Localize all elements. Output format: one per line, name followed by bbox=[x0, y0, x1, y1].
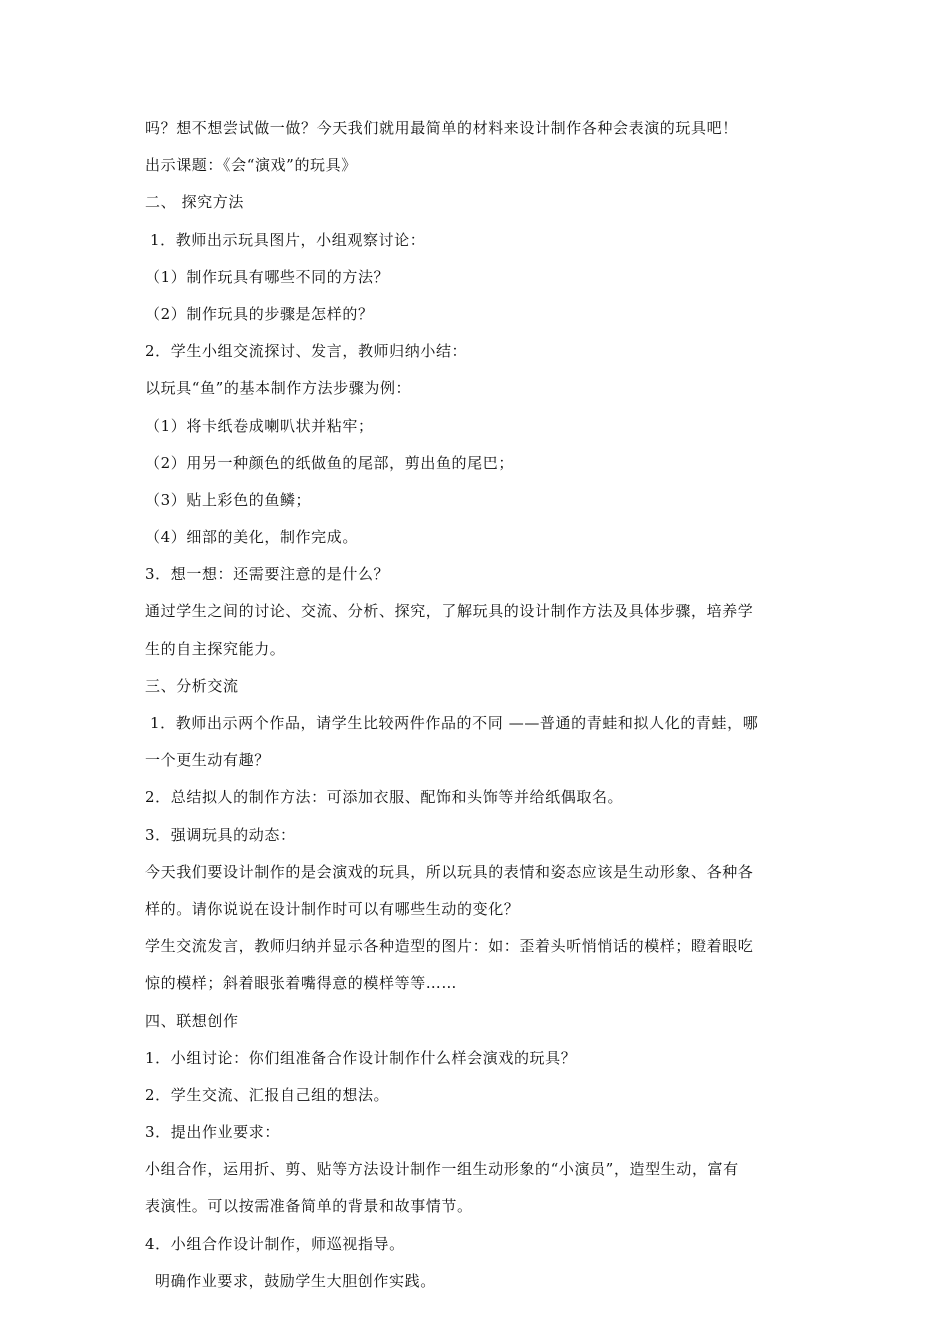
document-body bbox=[145, 118, 810, 1308]
paragraph-line: 吗？想不想尝试做一做？今天我们就用最简单的材料来设计制作各种会表演的玩具吧！ bbox=[145, 119, 738, 137]
list-item: （1）将卡纸卷成喇叭状并粘牢； bbox=[145, 416, 374, 435]
paragraph-line: 以玩具“鱼”的基本制作方法步骤为例： bbox=[145, 379, 412, 398]
section-heading: 四、联想创作 bbox=[145, 1011, 239, 1030]
list-item: 1．教师出示两个作品，请学生比较两件作品的不同 ——普通的青蛙和拟人化的青蛙，哪 bbox=[150, 714, 759, 732]
list-item: （2）用另一种颜色的纸做鱼的尾部，剪出鱼的尾巴； bbox=[145, 453, 514, 472]
paragraph-line: 表演性。可以按需准备简单的背景和故事情节。 bbox=[145, 1197, 473, 1216]
list-item: 2．学生交流、汇报自己组的想法。 bbox=[145, 1085, 390, 1104]
section-heading: 三、分析交流 bbox=[145, 676, 239, 695]
list-item: 4．小组合作设计制作，师巡视指导。 bbox=[145, 1234, 405, 1253]
paragraph-line: 惊的模样；斜着眼张着嘴得意的模样等等…… bbox=[145, 974, 458, 993]
section-heading: 二、 探究方法 bbox=[145, 193, 244, 212]
list-item: （1）制作玩具有哪些不同的方法？ bbox=[145, 267, 390, 286]
paragraph-line: 生的自主探究能力。 bbox=[145, 639, 286, 658]
paragraph-line: 明确作业要求，鼓励学生大胆创作实践。 bbox=[155, 1271, 436, 1290]
list-item: 1．教师出示玩具图片，小组观察讨论： bbox=[150, 230, 426, 249]
lesson-title-line: 出示课题：《会“演戏”的玩具》 bbox=[145, 156, 357, 175]
list-item: 2．学生小组交流探讨、发言，教师归纳小结： bbox=[145, 342, 468, 361]
paragraph-line: 通过学生之间的讨论、交流、分析、探究，了解玩具的设计制作方法及具体步骤，培养学 bbox=[145, 602, 754, 621]
list-item: 3．想一想：还需要注意的是什么？ bbox=[145, 565, 390, 584]
list-item: （2）制作玩具的步骤是怎样的？ bbox=[145, 304, 374, 323]
paragraph-line: 一个更生动有趣？ bbox=[145, 751, 270, 770]
list-item: 3．强调玩具的动态： bbox=[145, 825, 296, 844]
list-item: 3．提出作业要求： bbox=[145, 1123, 280, 1142]
paragraph-line: 样的。请你说说在设计制作时可以有哪些生动的变化？ bbox=[145, 899, 520, 918]
list-item: 1．小组讨论：你们组准备合作设计制作什么样会演戏的玩具？ bbox=[145, 1048, 577, 1067]
paragraph-line: 今天我们要设计制作的是会演戏的玩具，所以玩具的表情和姿态应该是生动形象、各种各 bbox=[145, 862, 754, 881]
paragraph-line: 小组合作，运用折、剪、贴等方法设计制作一组生动形象的“小演员”，造型生动，富有 bbox=[145, 1160, 739, 1179]
list-item: （3）贴上彩色的鱼鳞； bbox=[145, 490, 312, 509]
list-item: （4）细部的美化，制作完成。 bbox=[145, 528, 358, 547]
list-item: 2．总结拟人的制作方法：可添加衣服、配饰和头饰等并给纸偶取名。 bbox=[145, 788, 624, 807]
paragraph-line: 学生交流发言，教师归纳并显示各种造型的图片：如：歪着头听悄悄话的模样；瞪着眼吃 bbox=[145, 937, 754, 956]
